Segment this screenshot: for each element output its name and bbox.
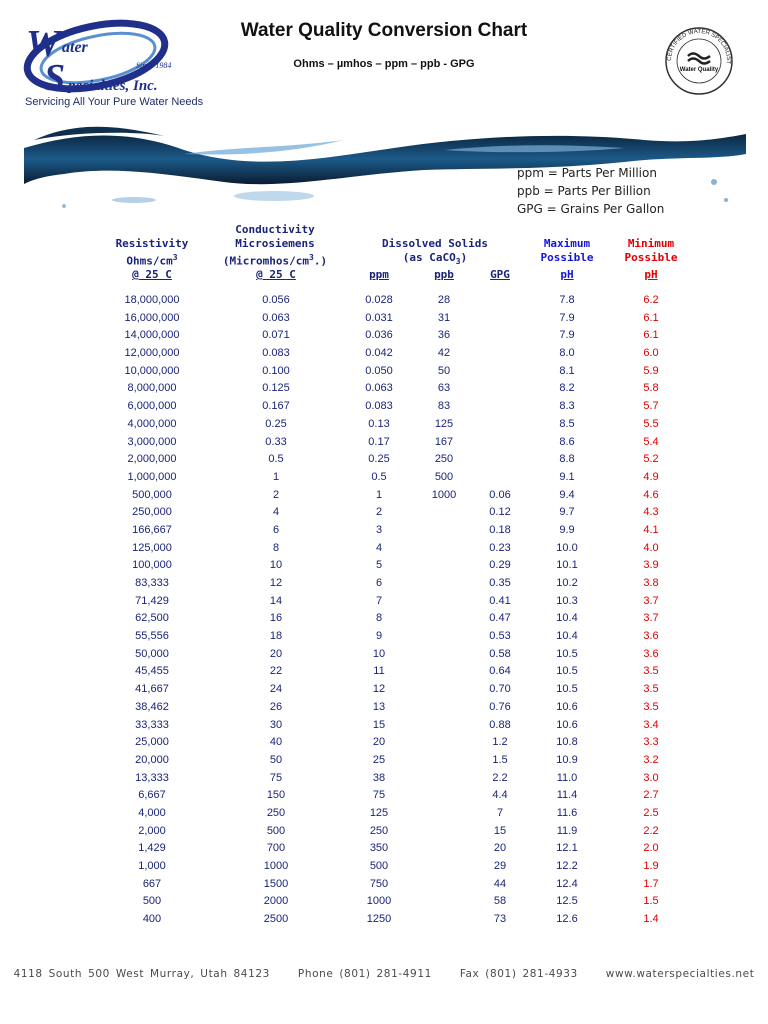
conductivity-cell: 75 [269,771,283,784]
table-row [0,593,768,611]
gpg-column-header: GPG [490,268,510,281]
ppb-cell: 63 [437,382,451,395]
table-row [0,380,768,398]
conductivity-cell: 40 [269,736,283,749]
legend-item: ppm = Parts Per Million [517,166,657,180]
table-row [0,451,768,469]
ppm-cell: 75 [372,789,386,802]
max-ph-cell: 10.9 [556,753,578,766]
svg-text:CERTIFIED WATER SPECIALIST: CERTIFIED WATER SPECIALIST [666,28,732,65]
table-row [0,876,768,894]
table-row [0,911,768,929]
conductivity-cell: 10 [269,559,283,572]
conductivity-cell: 2000 [263,895,289,908]
min-ph-cell: 6.2 [643,294,659,306]
resistivity-cell: 1,429 [138,842,166,855]
max-ph-cell: 10.4 [556,630,578,643]
max-ph-cell: 10.6 [556,718,578,731]
conductivity-cell: 22 [269,665,283,678]
ppm-cell: 500 [369,860,389,872]
gpg-cell: 44 [493,877,507,890]
footer-website[interactable]: www.waterspecialties.net [605,968,755,980]
resistivity-cell: 667 [142,877,162,890]
conductivity-cell: 16 [269,612,283,625]
min-ph-cell: 3.2 [643,753,659,766]
gpg-cell: 0.70 [489,683,511,696]
ppm-cell: 0.031 [365,311,393,324]
max-ph-cell: 10.3 [556,594,578,607]
max-ph-cell: 10.5 [556,683,578,696]
table-row [0,416,768,434]
resistivity-cell: 4,000 [138,806,166,819]
ppm-cell: 0.063 [365,382,393,395]
conductivity-cell: 250 [266,806,286,819]
min-ph-cell: 5.7 [643,400,659,413]
min-ph-cell: 3.5 [643,700,659,713]
conductivity-cell: 0.5 [268,453,284,466]
ppb-cell: 42 [437,347,451,360]
conductivity-cell: 8 [272,541,280,554]
min-ph-cell: 1.9 [643,860,659,872]
resistivity-unit: @ 25 C [132,268,172,281]
conductivity-cell: 0.25 [265,417,287,430]
resistivity-cell: 33,333 [135,718,169,731]
min-ph-cell: 1.5 [643,895,659,908]
max-ph-cell: 8.3 [559,400,575,413]
max-ph-cell: 8.2 [559,382,575,395]
resistivity-cell: 2,000,000 [127,453,177,466]
max-ph-cell: 10.5 [556,665,578,678]
ppm-cell: 38 [372,771,386,784]
min-ph-cell: 3.8 [643,577,659,589]
conductivity-cell: 0.167 [262,400,290,413]
min-ph-cell: 3.5 [643,665,659,678]
min-ph-cell: 1.4 [643,913,659,926]
max-ph-cell: 7.9 [559,311,575,324]
max-ph-unit: pH [560,268,574,281]
min-ph-cell: 4.9 [643,470,659,483]
max-ph-cell: 7.9 [559,329,575,342]
resistivity-cell: 45,455 [135,665,169,678]
svg-text:ater: ater [62,39,88,56]
resistivity-cell: 20,000 [135,753,169,766]
ppm-cell: 1 [375,488,383,501]
max-ph-cell: 8.6 [559,435,575,448]
conductivity-cell: 1000 [263,860,289,872]
conductivity-cell: 1 [272,470,280,483]
resistivity-cell: 41,667 [135,683,169,696]
min-ph-cell: 2.7 [643,789,659,802]
table-row [0,292,768,310]
gpg-cell: 0.88 [489,718,511,731]
ppm-cell: 0.13 [368,417,390,430]
min-ph-cell: 3.7 [643,612,659,625]
max-ph-cell: 12.6 [556,913,578,926]
conductivity-cell: 0.071 [262,329,290,342]
resistivity-cell: 55,556 [135,630,169,643]
ppm-cell: 15 [372,718,386,731]
resistivity-cell: 1,000 [138,860,166,872]
min-ph-cell: 2.0 [643,842,659,855]
max-ph-cell: 12.5 [556,895,578,908]
min-ph-cell: 4.0 [643,541,659,554]
table-row [0,734,768,752]
svg-text:W: W [26,23,60,65]
ppm-cell: 250 [369,824,389,837]
ppm-cell: 1250 [366,913,392,926]
resistivity-cell: 50,000 [135,647,169,660]
resistivity-cell: 10,000,000 [124,364,180,377]
gpg-cell: 0.41 [489,594,511,607]
table-row [0,840,768,858]
ppm-cell: 0.25 [368,453,390,466]
resistivity-cell: 6,000,000 [127,400,177,413]
min-ph-cell: 5.5 [643,417,659,430]
resistivity-cell: 400 [142,913,162,926]
resistivity-cell: 250,000 [132,506,172,519]
max-ph-cell: 11.6 [556,806,578,819]
min-ph-cell: 3.6 [643,647,659,660]
conductivity-cell: 700 [266,842,286,855]
max-ph-cell: 7.8 [559,294,575,306]
resistivity-cell: 25,000 [135,736,169,749]
min-ph-cell: 2.2 [643,824,659,837]
resistivity-cell: 14,000,000 [124,329,180,342]
resistivity-cell: 4,000,000 [127,417,177,430]
conductivity-cell: 14 [269,594,283,607]
footer-phone: Phone (801) 281-4911 [297,968,432,980]
gpg-cell: 0.47 [489,612,511,625]
max-ph-cell: 10.8 [556,736,578,749]
gpg-cell: 7 [496,806,504,819]
ppm-cell: 0.083 [365,400,393,413]
gpg-cell: 0.23 [489,541,511,554]
max-ph-cell: 11.0 [556,771,578,784]
gpg-cell: 4.4 [492,789,508,802]
gpg-cell: 0.29 [489,559,511,572]
table-row [0,628,768,646]
conductivity-cell: 0.33 [265,435,287,448]
table-row [0,398,768,416]
min-ph-unit: pH [644,268,658,281]
page-title: Water Quality Conversion Chart [240,20,528,41]
page-subtitle: Ohms – µmhos – ppm – ppb - GPG [293,58,475,70]
min-ph-cell: 2.5 [643,806,659,819]
conductivity-cell: 500 [266,824,286,837]
conductivity-cell: 0.056 [262,294,290,306]
svg-text:pecialties, Inc.: pecialties, Inc. [68,78,158,94]
abbreviation-legend [517,164,664,218]
max-ph-cell: 10.4 [556,612,578,625]
footer-address: 4118 South 500 West Murray, Utah 84123 [13,968,270,980]
table-row [0,434,768,452]
max-ph-cell: 10.0 [556,541,578,554]
gpg-cell: 0.35 [489,577,511,589]
ppm-cell: 0.028 [365,294,393,306]
svg-text:Water Quality: Water Quality [679,67,719,73]
max-ph-cell: 11.9 [556,824,578,837]
ppm-cell: 350 [369,842,389,855]
gpg-cell: 15 [493,824,507,837]
conductivity-cell: 2 [272,488,280,501]
resistivity-cell: 18,000,000 [124,294,180,306]
max-ph-cell: 8.5 [559,417,575,430]
resistivity-cell: 500,000 [132,488,172,501]
ppm-cell: 7 [375,594,383,607]
max-ph-cell: 12.1 [556,842,578,855]
resistivity-cell: 62,500 [135,612,169,625]
max-ph-cell: 9.1 [559,470,575,483]
ppm-cell: 4 [375,541,383,554]
ppm-cell: 9 [375,630,383,643]
resistivity-cell: 166,667 [132,523,172,536]
gpg-cell: 73 [493,913,507,926]
min-ph-cell: 1.7 [643,877,659,890]
ppm-cell: 5 [375,559,383,572]
ppm-cell: 0.5 [371,470,387,483]
min-ph-cell: 3.9 [643,559,659,572]
gpg-cell: 0.53 [489,630,511,643]
conductivity-cell: 24 [269,683,283,696]
max-ph-cell: 10.5 [556,647,578,660]
ppb-cell: 167 [434,435,454,448]
ppm-cell: 0.042 [365,347,393,360]
resistivity-cell: 83,333 [135,577,169,589]
conductivity-cell: 1500 [263,877,289,890]
footer-contact [0,968,768,980]
ppb-cell: 50 [437,364,451,377]
gpg-cell: 20 [493,842,507,855]
table-row [0,770,768,788]
conversion-table [0,292,768,929]
max-ph-cell: 8.8 [559,453,575,466]
conductivity-cell: 12 [269,577,283,589]
table-row [0,681,768,699]
ppb-cell: 28 [437,294,451,306]
min-ph-cell: 3.7 [643,594,659,607]
min-ph-cell: 5.4 [643,435,659,448]
company-tagline: Servicing All Your Pure Water Needs [25,96,204,108]
conductivity-cell: 30 [269,718,283,731]
gpg-cell: 0.18 [489,523,511,536]
conductivity-cell: 2500 [263,913,289,926]
table-row [0,805,768,823]
max-ph-cell: 10.2 [556,577,578,589]
min-ph-cell: 6.1 [643,311,659,324]
resistivity-cell: 38,462 [135,700,169,713]
ppm-cell: 10 [372,647,386,660]
conductivity-header: Conductivity Microsiemens $(Micromhos/cm^3.)$ [222,223,328,268]
resistivity-header: Resistivity Ohms/$cm^3$ [115,237,189,268]
table-row [0,327,768,345]
table-row [0,823,768,841]
resistivity-cell: 6,667 [138,789,166,802]
ppb-cell: 500 [434,470,454,483]
conductivity-cell: 0.125 [262,382,290,395]
min-ph-cell: 3.3 [643,736,659,749]
table-row [0,540,768,558]
resistivity-cell: 71,429 [135,594,169,607]
footer-fax: Fax (801) 281-4933 [459,968,578,980]
min-ph-cell: 5.8 [643,382,659,395]
table-row [0,646,768,664]
gpg-cell: 0.76 [489,700,511,713]
min-ph-cell: 3.5 [643,683,659,696]
conductivity-cell: 20 [269,647,283,660]
max-ph-cell: 12.2 [556,860,578,872]
conductivity-cell: 18 [269,630,283,643]
resistivity-cell: 2,000 [138,824,166,837]
min-ph-cell: 3.6 [643,630,659,643]
certification-badge-icon [664,26,734,96]
gpg-cell: 0.06 [489,488,511,501]
svg-text:S: S [44,57,66,99]
ppm-column-header: ppm [369,268,389,281]
table-row [0,752,768,770]
min-ph-cell: 6.0 [643,347,659,360]
ppm-cell: 2 [375,506,383,519]
min-ph-cell: 3.0 [643,771,659,784]
resistivity-cell: 1,000,000 [127,470,177,483]
ppm-cell: 20 [372,736,386,749]
ppb-cell: 83 [437,400,451,413]
resistivity-cell: 125,000 [132,541,172,554]
ppm-cell: 0.17 [368,435,390,448]
legend-item: GPG = Grains Per Gallon [517,202,665,216]
max-ph-cell: 10.6 [556,700,578,713]
gpg-cell: 0.58 [489,647,511,660]
max-ph-cell: 10.1 [556,559,578,572]
gpg-cell: 1.2 [492,736,508,749]
table-row [0,310,768,328]
ppm-cell: 0.050 [365,364,393,377]
conductivity-cell: 0.100 [262,364,290,377]
legend-item: ppb = Parts Per Billion [517,184,651,198]
conductivity-cell: 4 [272,506,280,519]
max-ph-cell: 12.4 [556,877,578,890]
max-ph-cell: 9.9 [559,523,575,536]
min-ph-cell: 5.9 [643,364,659,377]
resistivity-cell: 500 [142,895,162,908]
ppm-cell: 12 [372,683,386,696]
table-row [0,663,768,681]
min-ph-cell: 5.2 [643,453,659,466]
gpg-cell: 1.5 [492,753,508,766]
table-row [0,575,768,593]
gpg-cell: 2.2 [492,771,508,784]
min-ph-cell: 3.4 [643,718,659,731]
conductivity-cell: 50 [269,753,283,766]
resistivity-cell: 8,000,000 [127,382,177,395]
max-ph-header: Maximum Possible [540,237,594,264]
min-ph-cell: 4.3 [643,506,659,519]
gpg-cell: 29 [493,860,507,872]
max-ph-cell: 8.0 [559,347,575,360]
min-ph-cell: 4.1 [643,523,659,536]
ppb-cell: 1000 [431,488,457,501]
table-row [0,787,768,805]
ppm-cell: 125 [369,806,389,819]
table-row [0,858,768,876]
conductivity-cell: 26 [269,700,283,713]
resistivity-cell: 100,000 [132,559,172,572]
conductivity-cell: 150 [266,789,286,802]
ppm-cell: 11 [373,665,385,678]
ppm-cell: 13 [372,700,386,713]
table-row [0,717,768,735]
conductivity-cell: 6 [272,523,280,536]
min-ph-cell: 6.1 [643,329,659,342]
ppb-column-header: ppb [434,268,454,281]
resistivity-cell: 13,333 [135,771,169,784]
ppb-cell: 125 [434,417,454,430]
ppb-cell: 36 [437,329,451,342]
ppm-cell: 750 [369,877,389,890]
conductivity-cell: 0.083 [262,347,290,360]
max-ph-cell: 8.1 [559,364,575,377]
table-row [0,522,768,540]
min-ph-header: Minimum Possible [624,237,678,264]
table-row [0,699,768,717]
table-row [0,363,768,381]
ppm-cell: 0.036 [365,329,393,342]
table-row [0,610,768,628]
dissolved-solids-header: Dissolved Solids (as CaCO$_3$) [382,237,488,267]
conductivity-cell: 0.063 [262,311,290,324]
table-row [0,469,768,487]
min-ph-cell: 4.6 [643,488,659,501]
ppm-cell: 3 [375,523,383,536]
conductivity-unit: @ 25 C [256,268,296,281]
ppb-cell: 31 [437,311,451,324]
ppm-cell: 25 [372,753,386,766]
resistivity-cell: 12,000,000 [124,347,180,360]
gpg-cell: 58 [493,895,507,908]
svg-text:Since 1984: Since 1984 [136,61,172,70]
resistivity-cell: 3,000,000 [127,435,177,448]
max-ph-cell: 11.4 [556,789,578,802]
ppm-cell: 6 [375,577,383,589]
table-row [0,504,768,522]
table-row [0,487,768,505]
ppb-cell: 250 [434,453,454,466]
max-ph-cell: 9.4 [559,488,575,501]
max-ph-cell: 9.7 [559,506,575,519]
ppm-cell: 8 [375,612,383,625]
resistivity-cell: 16,000,000 [124,311,180,324]
table-row [0,345,768,363]
ppm-cell: 1000 [366,895,392,908]
table-row [0,557,768,575]
gpg-cell: 0.64 [489,665,511,678]
gpg-cell: 0.12 [489,506,511,519]
table-row [0,893,768,911]
